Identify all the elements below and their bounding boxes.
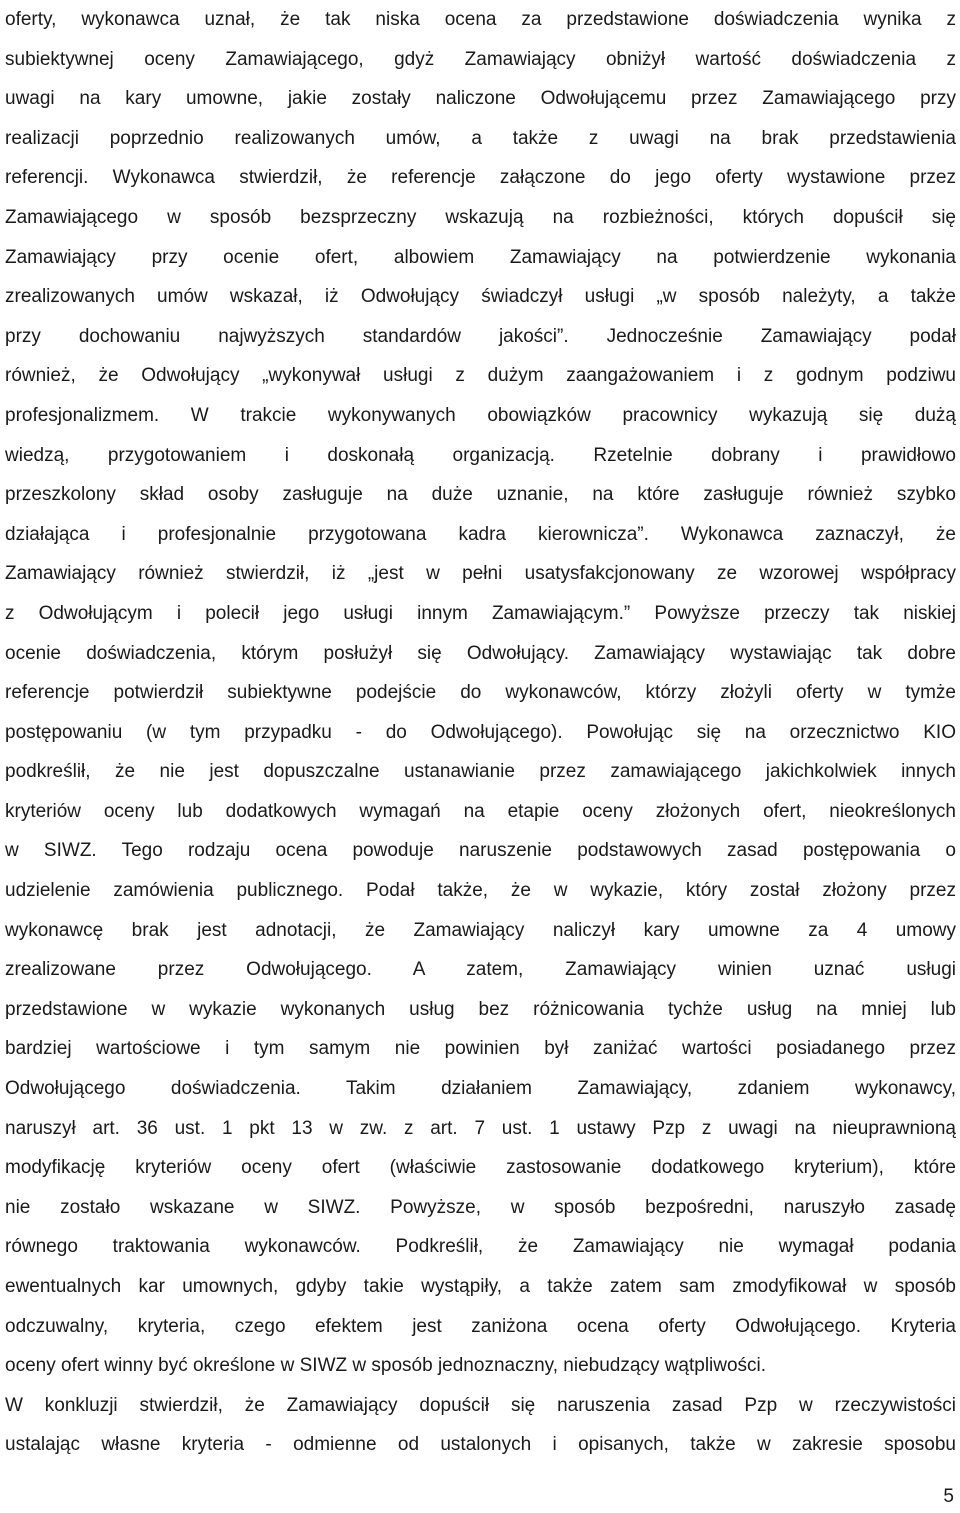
text-line: również, że Odwołujący „wykonywał usługi z dużym zaangażowaniem i z godnym podziwu	[5, 365, 956, 387]
text-line: W konkluzji stwierdził, że Zamawiający dopuścił się naruszenia zasad Pzp w rzeczywistości	[5, 1394, 956, 1416]
text-line: Zamawiającego w sposób bezsprzeczny wskazują na rozbieżności, których dopuścił się	[5, 206, 956, 228]
text-line: Zamawiający przy ocenie ofert, albowiem Zamawiający na potwierdzenie wykonania	[5, 246, 956, 268]
text-line: postępowaniu (w tym przypadku - do Odwołującego). Powołując się na orzecznictwo KIO	[5, 721, 956, 743]
text-line: nie zostało wskazane w SIWZ. Powyższe, w sposób bezpośredni, naruszyło zasadę	[5, 1196, 956, 1218]
text-line: z Odwołującym i polecił jego usługi innym Zamawiającym.” Powyższe przeczy tak niskiej	[5, 602, 956, 624]
text-line: Zamawiający również stwierdził, iż „jest w pełni usatysfakcjonowany ze wzorowej współpracy	[5, 563, 956, 585]
text-line: wykonawcę brak jest adnotacji, że Zamawiający naliczył kary umowne za 4 umowy	[5, 919, 956, 941]
text-line: odczuwalny, kryteria, czego efektem jest zaniżona ocena oferty Odwołującego. Kryteria	[5, 1315, 956, 1337]
text-line: profesjonalizmem. W trakcie wykonywanych obowiązków pracownicy wykazują się dużą	[5, 404, 956, 426]
text-line: zrealizowane przez Odwołującego. A zatem, Zamawiający winien uznać usługi	[5, 959, 956, 981]
text-line: w SIWZ. Tego rodzaju ocena powoduje naruszenie podstawowych zasad postępowania o	[5, 840, 956, 862]
text-line: oferty, wykonawca uznał, że tak niska ocena za przedstawione doświadczenia wynika z	[5, 9, 956, 30]
text-line: zrealizowanych umów wskazał, iż Odwołujący świadczył usługi „w sposób należyty, a także	[5, 286, 956, 308]
text-line: referencje potwierdził subiektywne podejście do wykonawców, którzy złożyli oferty w tymże	[5, 682, 956, 704]
text-line: przedstawione w wykazie wykonanych usług bez różnicowania tychże usług na mniej lub	[5, 998, 956, 1020]
text-line: subiektywnej oceny Zamawiającego, gdyż Zamawiający obniżył wartość doświadczenia z	[5, 48, 956, 70]
text-line: udzielenie zamówienia publicznego. Podał także, że w wykazie, który został złożony przez	[5, 880, 956, 902]
page-number: 5	[943, 1486, 954, 1507]
text-line: podkreślił, że nie jest dopuszczalne ustanawianie przez zamawiającego jakichkolwiek innych	[5, 761, 956, 783]
text-line: referencji. Wykonawca stwierdził, że referencje załączone do jego oferty wystawione przez	[5, 167, 956, 189]
text-line: naruszył art. 36 ust. 1 pkt 13 w zw. z art. 7 ust. 1 ustawy Pzp z uwagi na nieuprawnioną	[5, 1117, 956, 1139]
text-line: modyfikację kryteriów oceny ofert (właściwie zastosowanie dodatkowego kryterium), które	[5, 1157, 956, 1179]
text-line: uwagi na kary umowne, jakie zostały naliczone Odwołującemu przez Zamawiającego przy	[5, 88, 956, 110]
text-line: realizacji poprzednio realizowanych umów, a także z uwagi na brak przedstawienia	[5, 127, 956, 149]
text-line: Odwołującego doświadczenia. Takim działaniem Zamawiający, zdaniem wykonawcy,	[5, 1078, 956, 1100]
text-line: działająca i profesjonalnie przygotowana kadra kierownicza”. Wykonawca zaznaczył, że	[5, 523, 956, 545]
text-line: ewentualnych kar umownych, gdyby takie wystąpiły, a także zatem sam zmodyfikował w sposób	[5, 1276, 956, 1297]
text-line: wiedzą, przygotowaniem i doskonałą organizacją. Rzetelnie dobrany i prawidłowo	[5, 444, 956, 466]
text-line: bardziej wartościowe i tym samym nie powinien był zaniżać wartości posiadanego przez	[5, 1038, 956, 1060]
text-line: kryteriów oceny lub dodatkowych wymagań na etapie oceny złożonych ofert, nieokreślonych	[5, 800, 956, 822]
text-line: przeszkolony skład osoby zasługuje na duże uznanie, na które zasługuje również szybko	[5, 484, 956, 506]
text-line: oceny ofert winny być określone w SIWZ w sposób jednoznaczny, niebudzący wątpliwości.	[5, 1355, 767, 1377]
body-text	[5, 0, 956, 1465]
text-line: przy dochowaniu najwyższych standardów jakości”. Jednocześnie Zamawiający podał	[5, 325, 956, 347]
text-line: ocenie doświadczenia, którym posłużył się Odwołujący. Zamawiający wystawiając tak dobre	[5, 642, 956, 664]
text-line: ustalając własne kryteria - odmienne od ustalonych i opisanych, także w zakresie sposobu	[5, 1434, 956, 1456]
text-line: równego traktowania wykonawców. Podkreślił, że Zamawiający nie wymagał podania	[5, 1236, 956, 1258]
